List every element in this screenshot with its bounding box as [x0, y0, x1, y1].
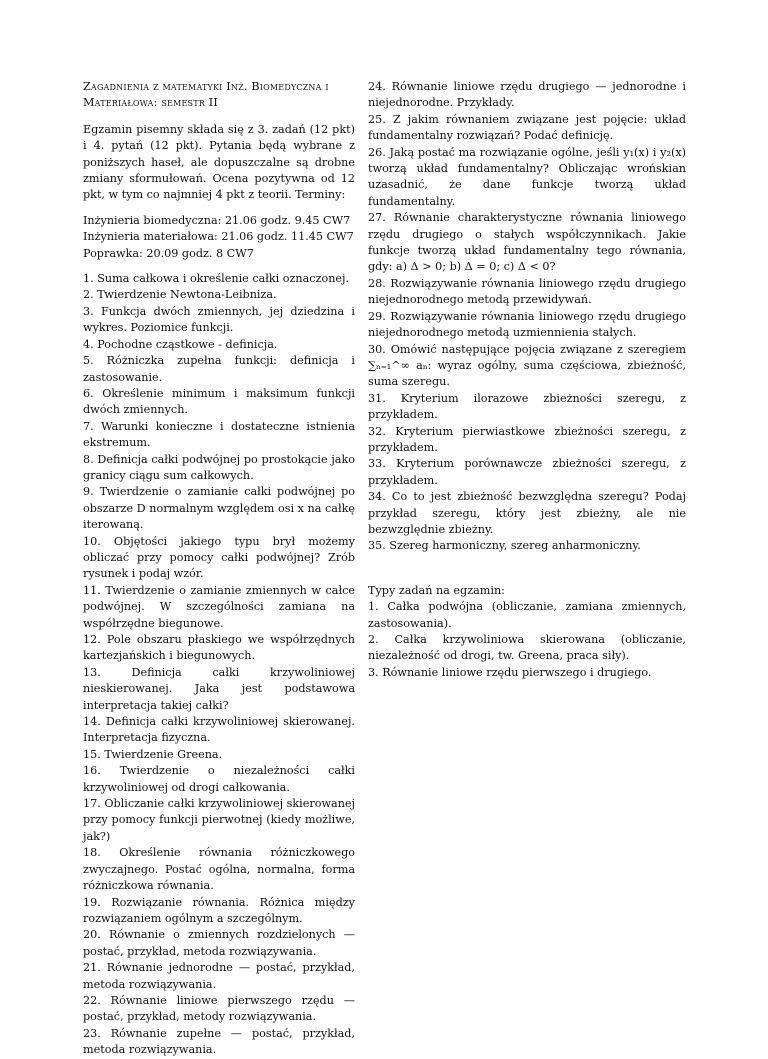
task-type-item: 1. Całka podwójna (obliczanie, zamiana zmiennych, zastosowania).	[368, 600, 686, 630]
question-item: 13. Definicja całki krzywoliniowej nieskierowanej. Jaka jest podstawowa interpretacja takiej całki?	[83, 665, 355, 712]
task-types-section	[368, 583, 686, 681]
question-item: 1. Suma całkowa i określenie całki oznaczonej.	[83, 272, 350, 286]
question-item: 6. Określenie minimum i maksimum funkcji dwóch zmiennych.	[83, 386, 355, 417]
question-item: 9. Twierdzenie o zamianie całki podwójnej po obszarze D normalnym względem osi x na całkę iterowaną.	[83, 485, 355, 532]
document-title	[83, 79, 355, 112]
question-item: 26. Jaką postać ma rozwiązanie ogólne, jeśli y₁(x) i y₂(x) tworzą układ fundamentalny? Obliczając wrońskian uzasadnić, że dane funkcje tworzą układ fundamentalny.	[368, 145, 686, 208]
question-item: 29. Rozwiązywanie równania liniowego rzędu drugiego niejednorodnego metodą uzmiennienia stałych.	[368, 309, 686, 340]
question-item: 10. Objętości jakiego typu brył możemy obliczać przy pomocy całki podwójnej? Zrób rysunek i podaj wzór.	[83, 534, 355, 581]
question-item: 20. Równanie o zmiennych rozdzielonych — postać, przykład, metoda rozwiązywania.	[83, 928, 355, 958]
question-item: 28. Rozwiązywanie równania liniowego rzędu drugiego niejednorodnego metodą przewidywań.	[368, 276, 686, 307]
question-item: 18. Określenie równania różniczkowego zwyczajnego. Postać ogólna, normalna, forma różniczkowa równania.	[83, 846, 355, 893]
right-column	[368, 79, 686, 681]
date-materials: Inżynieria materiałowa: 21.06 godz. 11.45 CW7	[83, 230, 354, 244]
question-item: 12. Pole obszaru płaskiego we współrzędnych kartezjańskich i biegunowych.	[83, 633, 355, 663]
question-item: 21. Równanie jednorodne — postać, przykład, metoda rozwiązywania.	[83, 961, 355, 991]
question-item: 25. Z jakim równaniem związane jest pojęcie: układ fundamentalny rozwiązań? Podać definicję.	[368, 112, 686, 143]
date-biomedical: Inżynieria biomedyczna: 21.06 godz. 9.45 CW7	[83, 213, 351, 227]
question-item: 32. Kryterium pierwiastkowe zbieżności szeregu, z przykładem.	[368, 424, 686, 454]
task-type-item: 2. Całka krzywoliniowa skierowana (obliczanie, niezależność od drogi, tw. Greena, praca siły).	[368, 633, 686, 663]
question-item: 24. Równanie liniowe rzędu drugiego — jednorodne i niejednorodne. Przykłady.	[368, 80, 686, 110]
question-item: 34. Co to jest zbieżność bezwzględna szeregu? Podaj przykład szeregu, który jest zbieżny, ale nie bezwzględnie zbieżny.	[368, 490, 686, 536]
question-item: 8. Definicja całki podwójnej po prostokącie jako granicy ciągu sum całkowych.	[83, 452, 355, 482]
question-item: 22. Równanie liniowe pierwszego rzędu — postać, przykład, metody rozwiązywania.	[83, 993, 355, 1024]
questions-list-left	[83, 271, 355, 1059]
question-item: 33. Kryterium porównawcze zbieżności szeregu, z przykładem.	[368, 457, 686, 487]
question-item: 23. Równanie zupełne — postać, przykład, metoda rozwiązywania.	[83, 1026, 355, 1057]
exam-dates	[83, 213, 355, 262]
section-spacer	[368, 555, 686, 583]
question-item: 4. Pochodne cząstkowe - definicja.	[83, 337, 278, 351]
question-item: 27. Równanie charakterystyczne równania liniowego rzędu drugiego o stałych współczynnikach. Jakie funkcje tworzą układ fundamentalny tego równania, gdy: a) Δ > 0; b) Δ = 0; c) Δ < 0?	[368, 211, 686, 274]
question-item: 31. Kryterium ilorazowe zbieżności szeregu, z przykładem.	[368, 391, 686, 422]
task-types-heading: Typy zadań na egzamin:	[368, 583, 505, 597]
left-column	[83, 79, 355, 1059]
question-item: 30. Omówić następujące pojęcia związane z szeregiem ∑ₙ₌₁^∞ aₙ: wyraz ogólny, suma częściowa, zbieżność, suma szeregu.	[368, 342, 686, 389]
question-item: 2. Twierdzenie Newtona-Leibniza.	[83, 288, 277, 302]
title-line-2: Materiałowa: semestr II	[83, 96, 218, 110]
question-item: 19. Rozwiązanie równania. Różnica między rozwiązaniem ogólnym a szczególnym.	[83, 895, 355, 925]
date-retake: Poprawka: 20.09 godz. 8 CW7	[83, 246, 254, 260]
intro-paragraph: Egzamin pisemny składa się z 3. zadań (12 pkt) i 4. pytań (12 pkt). Pytania będą wybrane z poniższych haseł, ale dopuszczalne są drobne zmiany sformułowań. Ocena pozytywna od 12 pkt, w tym co najmniej 4 pkt z teorii. Terminy:	[83, 122, 355, 202]
question-item: 15. Twierdzenie Greena.	[83, 747, 223, 761]
question-item: 35. Szereg harmoniczny, szereg anharmoniczny.	[368, 539, 641, 553]
question-item: 7. Warunki konieczne i dostateczne istnienia ekstremum.	[83, 419, 355, 450]
title-line-1: Zagadnienia z matematyki Inż. Biomedyczna i	[83, 80, 329, 93]
question-item: 16. Twierdzenie o niezależności całki krzywoliniowej od drogi całkowania.	[83, 764, 355, 794]
question-item: 11. Twierdzenie o zamianie zmiennych w całce podwójnej. W szczególności zamiana na współrzędne biegunowe.	[83, 583, 355, 630]
question-item: 3. Funkcja dwóch zmiennych, jej dziedzina i wykres. Poziomice funkcji.	[83, 304, 355, 335]
task-type-item: 3. Równanie liniowe rzędu pierwszego i drugiego.	[368, 665, 652, 679]
question-item: 14. Definicja całki krzywoliniowej skierowanej. Interpretacja fizyczna.	[83, 715, 355, 745]
question-item: 17. Obliczanie całki krzywoliniowej skierowanej przy pomocy funkcji pierwotnej (kiedy możliwe, jak?)	[83, 797, 355, 843]
question-item: 5. Różniczka zupełna funkcji: definicja i zastosowanie.	[83, 354, 355, 384]
questions-list-right	[368, 79, 686, 555]
